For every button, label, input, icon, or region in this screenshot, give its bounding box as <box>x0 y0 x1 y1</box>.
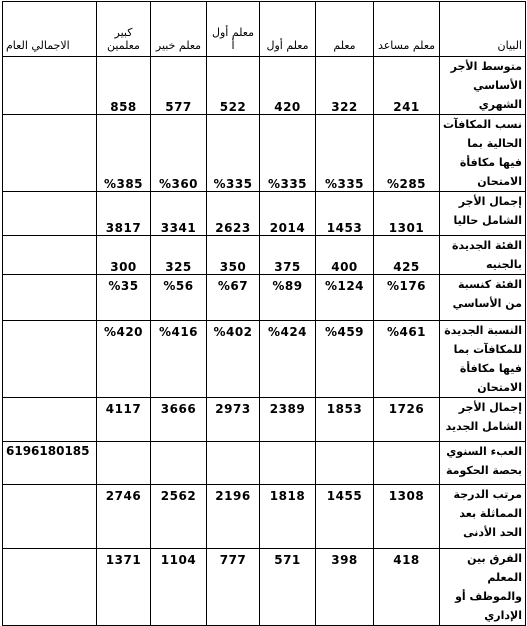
table-cell: 1371 <box>97 549 151 626</box>
table-cell: 425 <box>374 236 440 275</box>
table-cell: %35 <box>97 275 151 321</box>
table-cell <box>207 442 260 485</box>
table-cell: 1818 <box>260 485 316 549</box>
header-senior-teachers: كبير معلمين <box>97 2 151 57</box>
table-cell: 1104 <box>151 549 207 626</box>
row-label: إجمال الأجر الشامل حاليا <box>440 192 526 236</box>
row-label: نسب المكافآت الحالية بما فيها مكافأة الامتحان <box>440 115 526 192</box>
table-cell-total <box>3 57 97 115</box>
table-cell: 400 <box>316 236 374 275</box>
table-cell: 241 <box>374 57 440 115</box>
table-cell: 2562 <box>151 485 207 549</box>
header-label: البيان <box>440 2 526 57</box>
table-cell: 398 <box>316 549 374 626</box>
table-row <box>3 549 526 626</box>
table-cell: %285 <box>374 115 440 192</box>
salary-comparison-table <box>2 1 526 626</box>
table-cell: 777 <box>207 549 260 626</box>
table-cell: 418 <box>374 549 440 626</box>
table-cell: 522 <box>207 57 260 115</box>
table-cell: %459 <box>316 321 374 398</box>
table-cell: 3817 <box>97 192 151 236</box>
row-label: إجمال الأجر الشامل الجديد <box>440 398 526 442</box>
table-cell-total <box>3 321 97 398</box>
table-cell: 1853 <box>316 398 374 442</box>
table-cell: %335 <box>316 115 374 192</box>
table-row <box>3 275 526 321</box>
table-cell <box>151 442 207 485</box>
table-cell: 2196 <box>207 485 260 549</box>
table-cell: %56 <box>151 275 207 321</box>
table-cell: 577 <box>151 57 207 115</box>
table-cell: 325 <box>151 236 207 275</box>
table-cell <box>97 442 151 485</box>
table-row <box>3 236 526 275</box>
table-cell: 322 <box>316 57 374 115</box>
row-label: العبء السنوي بحصة الحكومة <box>440 442 526 485</box>
table-cell-total <box>3 236 97 275</box>
row-label: الفئة الجديدة بالجنيه <box>440 236 526 275</box>
table-cell: 2389 <box>260 398 316 442</box>
table-cell: %461 <box>374 321 440 398</box>
row-label: النسبة الجديدة للمكافآت بما فيها مكافأة الامتحان <box>440 321 526 398</box>
table-cell: %89 <box>260 275 316 321</box>
table-cell: 300 <box>97 236 151 275</box>
table-cell-total <box>3 549 97 626</box>
row-label: مرتب الدرجة المماثلة بعد الحد الأدنى <box>440 485 526 549</box>
table-cell: 420 <box>260 57 316 115</box>
header-grand-total: الاجمالي العام <box>3 2 97 57</box>
header-teacher: معلم <box>316 2 374 57</box>
table-row <box>3 442 526 485</box>
table-cell <box>374 442 440 485</box>
table-cell: %124 <box>316 275 374 321</box>
table-cell: %420 <box>97 321 151 398</box>
table-cell: %424 <box>260 321 316 398</box>
table-cell: 4117 <box>97 398 151 442</box>
row-label: الفئة كنسبة من الأساسي <box>440 275 526 321</box>
table-cell: 3341 <box>151 192 207 236</box>
table-cell-total <box>3 398 97 442</box>
table-cell: 375 <box>260 236 316 275</box>
header-expert-teacher: معلم خبير <box>151 2 207 57</box>
table-row <box>3 192 526 236</box>
header-first-teacher-a: معلم أول أ <box>207 2 260 57</box>
table-cell: %335 <box>207 115 260 192</box>
table-row <box>3 398 526 442</box>
table-cell: 350 <box>207 236 260 275</box>
table-cell: %385 <box>97 115 151 192</box>
table-row <box>3 485 526 549</box>
table-cell: %335 <box>260 115 316 192</box>
table-cell: %416 <box>151 321 207 398</box>
table-cell: 858 <box>97 57 151 115</box>
table-cell-total: 6196180185 <box>3 442 97 485</box>
table-cell: 2746 <box>97 485 151 549</box>
table-cell-total <box>3 192 97 236</box>
table-row <box>3 115 526 192</box>
table-cell-total <box>3 115 97 192</box>
table-row <box>3 321 526 398</box>
table-cell: %67 <box>207 275 260 321</box>
table-cell: %176 <box>374 275 440 321</box>
table-cell: 1453 <box>316 192 374 236</box>
header-first-teacher: معلم أول <box>260 2 316 57</box>
table-cell <box>260 442 316 485</box>
header-assistant-teacher: معلم مساعد <box>374 2 440 57</box>
table-cell: 2973 <box>207 398 260 442</box>
table-cell: 2623 <box>207 192 260 236</box>
table-cell: %360 <box>151 115 207 192</box>
table-header-row <box>3 2 526 57</box>
table-cell-total <box>3 275 97 321</box>
table-cell: 571 <box>260 549 316 626</box>
table-cell: 2014 <box>260 192 316 236</box>
table-row <box>3 57 526 115</box>
table-cell: 3666 <box>151 398 207 442</box>
row-label: متوسط الأجر الأساسي الشهري <box>440 57 526 115</box>
table-cell <box>316 442 374 485</box>
table-cell: 1308 <box>374 485 440 549</box>
table-cell-total <box>3 485 97 549</box>
table-cell: 1726 <box>374 398 440 442</box>
table-cell: 1301 <box>374 192 440 236</box>
table-cell: 1455 <box>316 485 374 549</box>
row-label: الفرق بين المعلم والموظف أو الإداري <box>440 549 526 626</box>
table-cell: %402 <box>207 321 260 398</box>
